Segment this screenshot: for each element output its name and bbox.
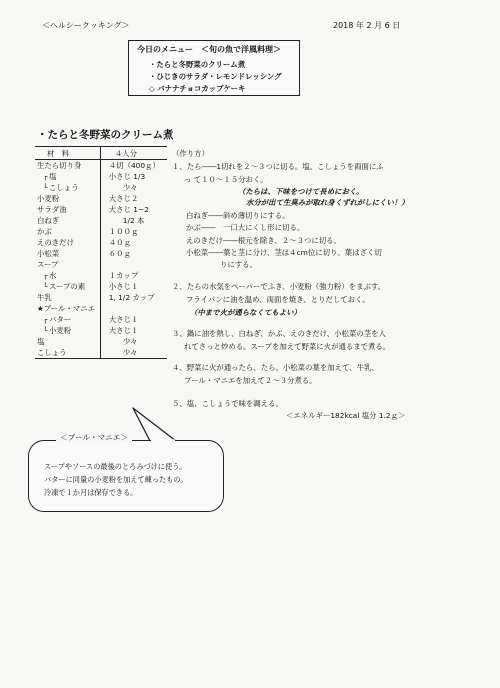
step-1-note-2: 水分が出て生臭みが取れ身くずれがしにくい！） xyxy=(246,198,409,207)
step-1-line-6: 小松菜――葉と茎に分け、茎は４cm位に切り、葉はざく切 xyxy=(186,248,382,257)
document-date: 2018 年 2 月 6 日 xyxy=(333,21,401,30)
step-2-line-1: ２、たらの水気をペーパーでふき、小麦粉（強力粉）をまぶす。 xyxy=(172,282,386,291)
ingredient-qty: １カップ xyxy=(108,271,139,280)
step-4-line-2: ブール・マニエを加えて２～３分煮る。 xyxy=(184,376,317,385)
ingredient-name: かぶ xyxy=(35,226,100,237)
step-5: ５、塩、こしょうで味を調える。 xyxy=(172,399,283,408)
step-1-line-2: っ て１０～１５分おく。 xyxy=(184,175,268,184)
ingredient-name: サラダ油 xyxy=(35,204,100,215)
step-2-note: （中まで火が通らなくてもよい） xyxy=(190,308,301,317)
ingredient-qty: ４０ｇ xyxy=(108,238,131,247)
ingredient-qty: ４切（400ｇ） xyxy=(108,161,160,170)
ingredient-name: スープ xyxy=(35,259,100,270)
ingredient-name: 小松菜 xyxy=(35,248,100,259)
bracket-mark: ┌ xyxy=(43,172,48,181)
bubble-line-1: スープやソースの最後のとろみづけに使う。 xyxy=(44,462,187,471)
ingredient-qty: １００ｇ xyxy=(108,227,139,236)
ingredient-qty: 少々 xyxy=(100,347,167,359)
ingredient-label: 小麦粉 xyxy=(49,326,72,335)
step-3-line-1: ３、鍋に油を熱し、白ねぎ、かぶ、えのきだけ、小松菜の茎を入 xyxy=(172,329,386,338)
ingredient-name: 生たら切り身 xyxy=(35,160,100,172)
ingredient-qty: 少々 xyxy=(122,337,138,346)
dish-title: ・たらと冬野菜のクリーム煮 xyxy=(37,129,174,141)
series-title: ＜ヘルシークッキング＞ xyxy=(42,21,130,30)
ingredient-qty: ６０ｇ xyxy=(108,249,131,258)
menu-item-1: ・たらと冬野菜のクリーム煮 xyxy=(149,60,246,69)
ingredients-header-name: 材 料 xyxy=(35,147,100,160)
bracket-mark: └ xyxy=(43,282,48,291)
step-1-line-3: 白ねぎ――斜め薄切りにする。 xyxy=(186,211,290,220)
ingredient-name: 牛乳 xyxy=(35,292,100,303)
ingredient-name: 塩 xyxy=(35,336,100,347)
step-4-line-1: ４、野菜に火が通ったら、たら、小松菜の葉を加えて、牛乳、 xyxy=(172,363,379,372)
ingredient-qty: 大さじ２ xyxy=(108,194,139,203)
bubble-title: ＜ブール・マニエ＞ xyxy=(56,432,132,443)
ingredient-qty: 少々 xyxy=(122,183,138,192)
step-1-line-1: １、たら――1切れを２～３つに切る。塩、こしょうを両面にふ xyxy=(172,162,384,171)
ingredient-qty: 大さじ１ xyxy=(108,326,139,335)
menu-item-2: ・ひじきのサラダ・レモンドレッシング xyxy=(149,72,282,81)
step-1-note-1: （たらは、下味をつけて長めにおく。 xyxy=(238,187,364,196)
ingredient-qty: 大さじ 1~2 xyxy=(108,205,149,214)
step-1-line-4: かぶ―― 一口大にくし形に切る。 xyxy=(186,223,305,232)
step-3-line-2: れてさっと炒める。スープを加えて野菜に火が通るまで煮る。 xyxy=(184,342,391,351)
bracket-mark: └ xyxy=(43,183,48,192)
step-2-line-2: フライパンに油を温め、両面を焼き、とりだしておく。 xyxy=(186,295,370,304)
ingredient-name: ★ブール・マニエ xyxy=(35,303,100,314)
ingredients-header-qty: ４人分 xyxy=(100,147,167,160)
ingredient-name: 小麦粉 xyxy=(35,193,100,204)
ingredient-label: バター xyxy=(49,315,72,324)
ingredient-name: こしょう xyxy=(35,347,100,359)
ingredient-qty: 1, 1/2 カップ xyxy=(108,293,155,302)
ingredient-qty: 小さじ 1/3 xyxy=(108,172,146,181)
bubble-line-2: バターに同量の小麦粉を加えて練ったもの。 xyxy=(44,475,188,484)
step-1-line-7: りにする。 xyxy=(220,260,257,269)
ingredient-label: こしょう xyxy=(49,183,79,192)
method-heading: （作り方） xyxy=(172,149,209,158)
bubble-line-3: 冷凍で１か月は保存できる。 xyxy=(44,488,138,497)
ingredient-label: 水 xyxy=(49,271,57,280)
menu-title: 今日のメニュー ＜旬の魚で洋風料理＞ xyxy=(137,45,281,54)
ingredient-qty: 大さじ１ xyxy=(108,315,139,324)
nutrition-info: ＜エネルギー182kcal 塩分 1.2ｇ＞ xyxy=(286,411,406,420)
ingredient-label: スープの素 xyxy=(49,282,86,291)
ingredient-label: 塩 xyxy=(49,172,57,181)
ingredient-name: 白ねぎ xyxy=(35,215,100,226)
menu-item-3: ◇ バナナチョコカップケーキ xyxy=(149,84,246,93)
step-1-line-5: えのきだけ――根元を除き、２～３つに切る。 xyxy=(186,236,341,245)
ingredient-name: えのきだけ xyxy=(35,237,100,248)
bracket-mark: ┌ xyxy=(43,315,48,324)
ingredient-qty: 1/2 本 xyxy=(122,216,145,225)
bracket-mark: ┌ xyxy=(43,271,48,280)
ingredient-qty: 小さじ１ xyxy=(108,282,139,291)
bracket-mark: └ xyxy=(43,326,48,335)
